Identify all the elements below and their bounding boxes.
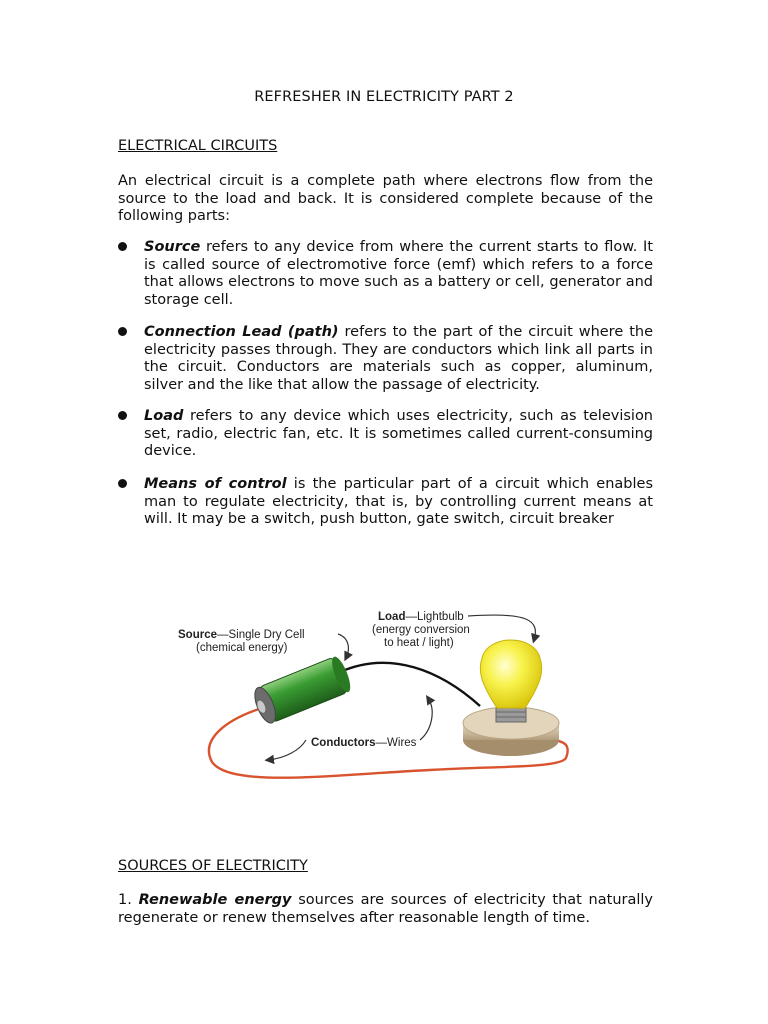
section-heading-circuits: ELECTRICAL CIRCUITS — [118, 138, 278, 154]
bullet-term: Source — [144, 239, 201, 255]
section-heading-sources: SOURCES OF ELECTRICITY — [118, 858, 308, 874]
bullet-icon — [118, 242, 127, 251]
bullet-term: Connection Lead (path) — [144, 324, 339, 340]
bullet-icon — [118, 327, 127, 336]
conductor-arrow-left — [268, 740, 306, 760]
load-arrow — [468, 615, 535, 640]
bullet-icon — [118, 479, 127, 488]
load-label: Load—Lightbulb — [378, 611, 464, 623]
bullet-term: Load — [144, 408, 184, 424]
bullet-text — [144, 324, 653, 394]
bullet-text — [144, 239, 653, 309]
black-wire — [340, 663, 480, 706]
source-label: Source—Single Dry Cell — [178, 629, 305, 641]
bullet-icon — [118, 411, 127, 420]
load-sublabel-2: to heat / light) — [384, 637, 454, 649]
bullet-item-connection-lead — [118, 324, 653, 394]
circuit-diagram — [0, 590, 768, 830]
bullet-text — [144, 408, 653, 461]
bullet-body: refers to any device which uses electricity, such as television set, radio, electric fan, etc. It is sometimes called current-consuming device. — [144, 408, 653, 460]
lightbulb — [463, 640, 559, 756]
source-sublabel: (chemical energy) — [196, 642, 288, 654]
source-arrow — [338, 634, 348, 658]
bullet-term: Means of control — [144, 476, 287, 492]
bullet-item-load — [118, 408, 653, 461]
item-term: Renewable energy — [138, 892, 292, 908]
bullet-item-means-of-control — [118, 476, 653, 529]
item-body: sources are sources of electricity that naturally regenerate or renew themselves after reasonable length of time. — [118, 892, 653, 926]
bullet-item-source — [118, 239, 653, 309]
intro-paragraph: An electrical circuit is a complete path where electrons flow from the source to the load and back. It is considered complete because of the following parts: — [118, 173, 653, 225]
load-sublabel-1: (energy conversion — [372, 624, 470, 636]
renewable-paragraph — [118, 892, 653, 927]
dry-cell — [251, 655, 354, 726]
conductors-label: Conductors—Wires — [311, 737, 417, 749]
bullet-text — [144, 476, 653, 529]
page-title: REFRESHER IN ELECTRICITY PART 2 — [254, 89, 514, 105]
conductor-arrow-right — [420, 698, 432, 740]
item-number: 1. — [118, 892, 139, 908]
bullet-body: is the particular part of a circuit which enables man to regulate electricity, that is, by controlling current means at will. It may be a switch, push button, gate switch, circuit breaker — [144, 476, 653, 528]
bullet-body: refers to any device from where the current starts to flow. It is called source of electromotive force (emf) which refers to a force that allows electrons to move such as a battery or cell, generator and storage cell. — [144, 239, 653, 308]
bullet-body: refers to the part of the circuit where the electricity passes through. They are conductors which link all parts in the circuit. Conductors are materials such as copper, aluminum, silver and the like that allow the passage of electricity. — [144, 324, 653, 393]
